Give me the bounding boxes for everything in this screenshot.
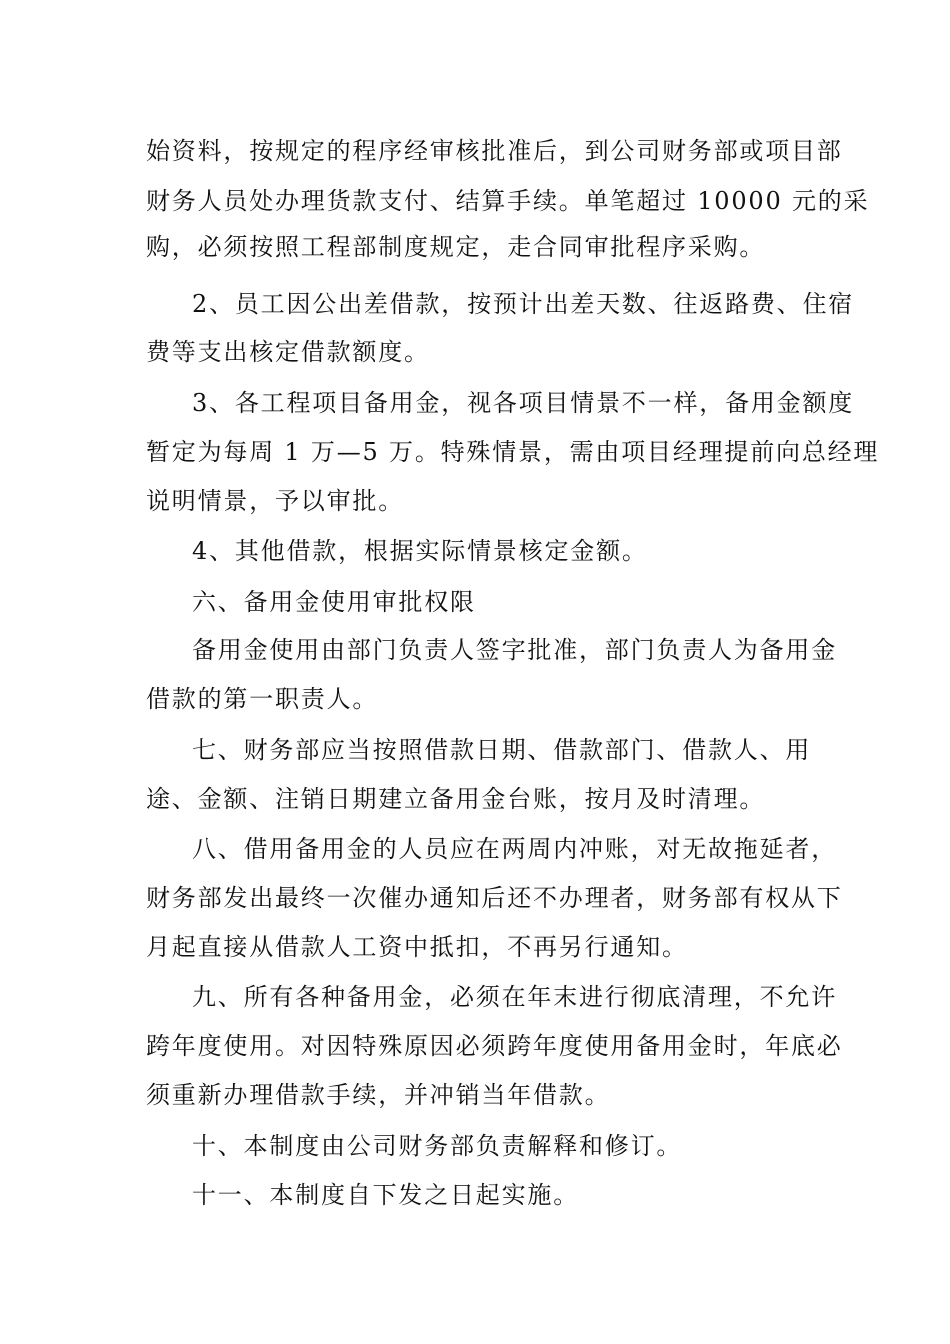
section-heading-6: 六、备用金使用审批权限 <box>192 588 476 616</box>
text-line: 财务部发出最终一次催办通知后还不办理者，财务部有权从下 <box>146 884 843 912</box>
section-10-line: 十、本制度由公司财务部负责解释和修订。 <box>192 1132 683 1160</box>
text-line: 说明情景，予以审批。 <box>146 487 404 515</box>
paragraph-2-line: 2、员工因公出差借款，按预计出差天数、往返路费、住宿 <box>192 290 855 318</box>
section-8-line: 八、借用备用金的人员应在两周内冲账，对无故拖延者， <box>192 835 837 863</box>
paragraph-3-line: 3、各工程项目备用金，视各项目情景不一样，备用金额度 <box>192 389 855 417</box>
text-line: 须重新办理借款手续，并冲销当年借款。 <box>146 1081 611 1109</box>
text-line: 暂定为每周 1 万—5 万。特殊情景，需由项目经理提前向总经理 <box>146 438 880 466</box>
section-11-line: 十一、本制度自下发之日起实施。 <box>192 1181 579 1209</box>
text-line: 途、金额、注销日期建立备用金台账，按月及时清理。 <box>146 785 766 813</box>
text-line: 购，必须按照工程部制度规定，走合同审批程序采购。 <box>146 233 766 261</box>
text-line: 借款的第一职责人。 <box>146 685 379 713</box>
text-line: 财务人员处办理货款支付、结算手续。单笔超过 10000 元的采 <box>146 187 870 215</box>
paragraph-4-line: 4、其他借款，根据实际情景核定金额。 <box>192 537 648 565</box>
text-line: 月起直接从借款人工资中抵扣，不再另行通知。 <box>146 933 688 961</box>
paragraph-line: 备用金使用由部门负责人签字批准，部门负责人为备用金 <box>192 636 837 664</box>
text-line: 费等支出核定借款额度。 <box>146 338 430 366</box>
text-line: 始资料，按规定的程序经审核批准后，到公司财务部或项目部 <box>146 137 843 165</box>
section-7-line: 七、财务部应当按照借款日期、借款部门、借款人、用 <box>192 736 812 764</box>
section-9-line: 九、所有各种备用金，必须在年末进行彻底清理，不允许 <box>192 983 837 1011</box>
text-line: 跨年度使用。对因特殊原因必须跨年度使用备用金时，年底必 <box>146 1032 843 1060</box>
